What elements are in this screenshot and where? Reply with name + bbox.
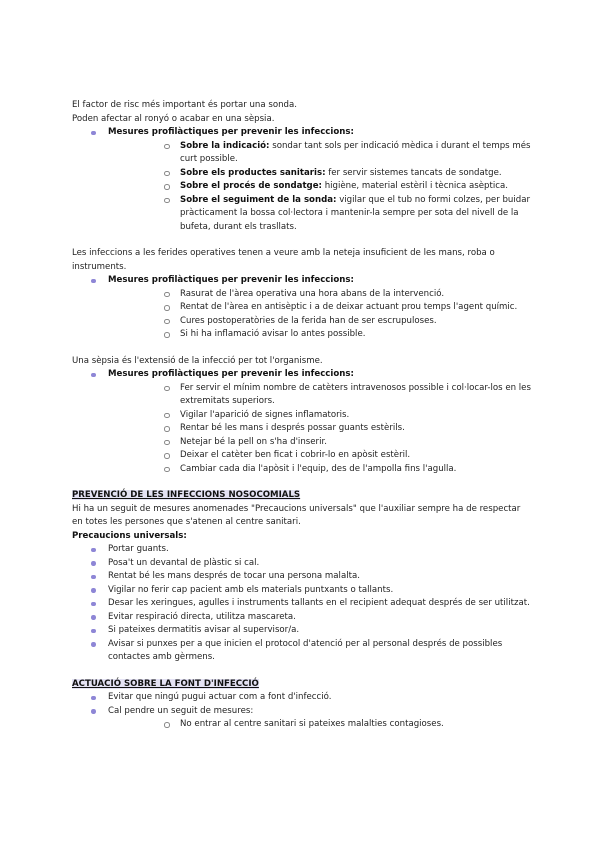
- bullet-list: [72, 691, 532, 732]
- sub-bullet-list: [108, 140, 532, 235]
- section-heading: PREVENCIÓ DE LES INFECCIONS NOSOCOMIALS: [72, 490, 301, 500]
- list-item: Cal pendre un seguit de mesures: No entrar al centre sanitari si pateixes malalties contagioses.: [72, 705, 532, 732]
- sub-list-item: Netejar bé la pell on s'ha d'inserir.: [108, 436, 532, 450]
- sub-list-item: Sobre el seguiment de la sonda: vigilar que el tub no formi colzes, per buidar pràcticament la bossa col·lectora i mantenir-la sempre per sota del nivell de la bufeta, durant els trasllats.: [108, 194, 532, 235]
- bullet-list: [72, 543, 532, 665]
- sub-list-item: Sobre el procés de sondatge: higiène, material estèril i tècnica asèptica.: [108, 180, 532, 194]
- sub-list-item: Rentat de l'àrea en antisèptic i a de deixar actuant prou temps l'agent químic.: [108, 301, 532, 315]
- list-item: Posa't un devantal de plàstic si cal.: [72, 557, 532, 571]
- sub-list-item: Cambiar cada dia l'apòsit i l'equip, des de l'ampolla fins l'agulla.: [108, 463, 532, 477]
- list-item: Avisar si punxes per a que inicien el protocol d'atenció per al personal després de possibles contactes amb gèrmens.: [72, 638, 532, 665]
- bullet-list: [72, 126, 532, 234]
- list-item: Mesures profilàctiques per prevenir les infeccions: Rasurat de l'àrea operativa una hora abans de la intervenció. Rentat de l'àrea en antisèptic i a de deixar actuant prou temps l'agent químic. Cures postoperatòries de la ferida han de ser escrupuloses. Si hi ha inflamació avisar lo antes possible.: [72, 274, 532, 342]
- sub-list-item: Cures postoperatòries de la ferida han de ser escrupuloses.: [108, 315, 532, 329]
- sub-list-item: No entrar al centre sanitari si pateixes malalties contagioses.: [108, 718, 532, 732]
- paragraph: Una sèpsia és l'extensió de la infecció per tot l'organisme.: [72, 355, 323, 366]
- sub-bullet-list: [108, 288, 532, 342]
- paragraph: Hi ha un seguit de mesures anomenades "Precaucions universals" que l'auxiliar sempre ha de respectar en totes les persones que s'atenen al centre sanitari.: [72, 503, 521, 527]
- sub-list-item: Deixar el catèter ben ficat i cobrir-lo en apòsit estèril.: [108, 449, 532, 463]
- sub-list-item: Sobre la indicació: sondar tant sols per indicació mèdica i durant el temps més curt possible.: [108, 140, 532, 167]
- subheading: Precaucions universals:: [72, 530, 187, 541]
- paragraph: Poden afectar al ronyó o acabar en una sèpsia.: [72, 113, 275, 124]
- sub-bullet-list: [108, 718, 532, 732]
- sub-list-item: Sobre els productes sanitaris: fer servir sistemes tancats de sondatge.: [108, 167, 532, 181]
- list-item: Mesures profilàctiques per prevenir les infeccions: Fer servir el mínim nombre de catèters intravenosos possible i col·locar-los en les extremitats superiors. Vigilar l'aparició de signes inflamatoris. Rentar bé les mans i després possar guants estèrils. Netejar bé la pell on s'ha d'inserir. Deixar el catèter ben ficat i cobrir-lo en apòsit estèril. Cambiar cada dia l'apòsit i l'equip, des de l'ampolla fins l'agulla.: [72, 368, 532, 476]
- list-item: Evitar que ningú pugui actuar com a font d'infecció.: [72, 691, 532, 705]
- list-item: Rentat bé les mans després de tocar una persona malalta.: [72, 570, 532, 584]
- list-item: Portar guants.: [72, 543, 532, 557]
- sub-bullet-list: [108, 382, 532, 477]
- list-item: Evitar respiració directa, utilitza mascareta.: [72, 611, 532, 625]
- sub-list-item: Fer servir el mínim nombre de catèters intravenosos possible i col·locar-los en les extremitats superiors.: [108, 382, 532, 409]
- bullet-list: [72, 274, 532, 342]
- bullet-list: [72, 368, 532, 476]
- list-item: Vigilar no ferir cap pacient amb els materials puntxants o tallants.: [72, 584, 532, 598]
- section-heading: ACTUACIÓ SOBRE LA FONT D'INFECCIÓ: [72, 678, 259, 689]
- sub-list-item: Si hi ha inflamació avisar lo antes possible.: [108, 328, 532, 342]
- document-page: [72, 99, 532, 732]
- list-item: Desar les xeringues, agulles i instruments tallants en el recipient adequat després de ser utilitzat.: [72, 597, 532, 611]
- sub-list-item: Rentar bé les mans i després possar guants estèrils.: [108, 422, 532, 436]
- list-item: Si pateixes dermatitis avisar al supervisor/a.: [72, 624, 532, 638]
- paragraph: El factor de risc més important és portar una sonda.: [72, 100, 298, 110]
- list-item: Mesures profilàctiques per prevenir les infeccions: Sobre la indicació: sondar tant sols per indicació mèdica i durant el temps més curt possible. Sobre els productes sanitaris: fer servir sistemes tancats de sondatge. Sobre el procés de sondatge: higiène, material estèril i tècnica asèptica. Sobre el seguiment de la sonda: vigilar que el tub no formi colzes, per buidar pràcticament la bossa col·lectora i mantenir-la sempre per sota del nivell de la bufeta, durant els trasllats.: [72, 126, 532, 234]
- paragraph: Les infeccions a les ferides operatives tenen a veure amb la neteja insuficient de les mans, roba o instruments.: [72, 248, 495, 272]
- sub-list-item: Rasurat de l'àrea operativa una hora abans de la intervenció.: [108, 288, 532, 302]
- sub-list-item: Vigilar l'aparició de signes inflamatoris.: [108, 409, 532, 423]
